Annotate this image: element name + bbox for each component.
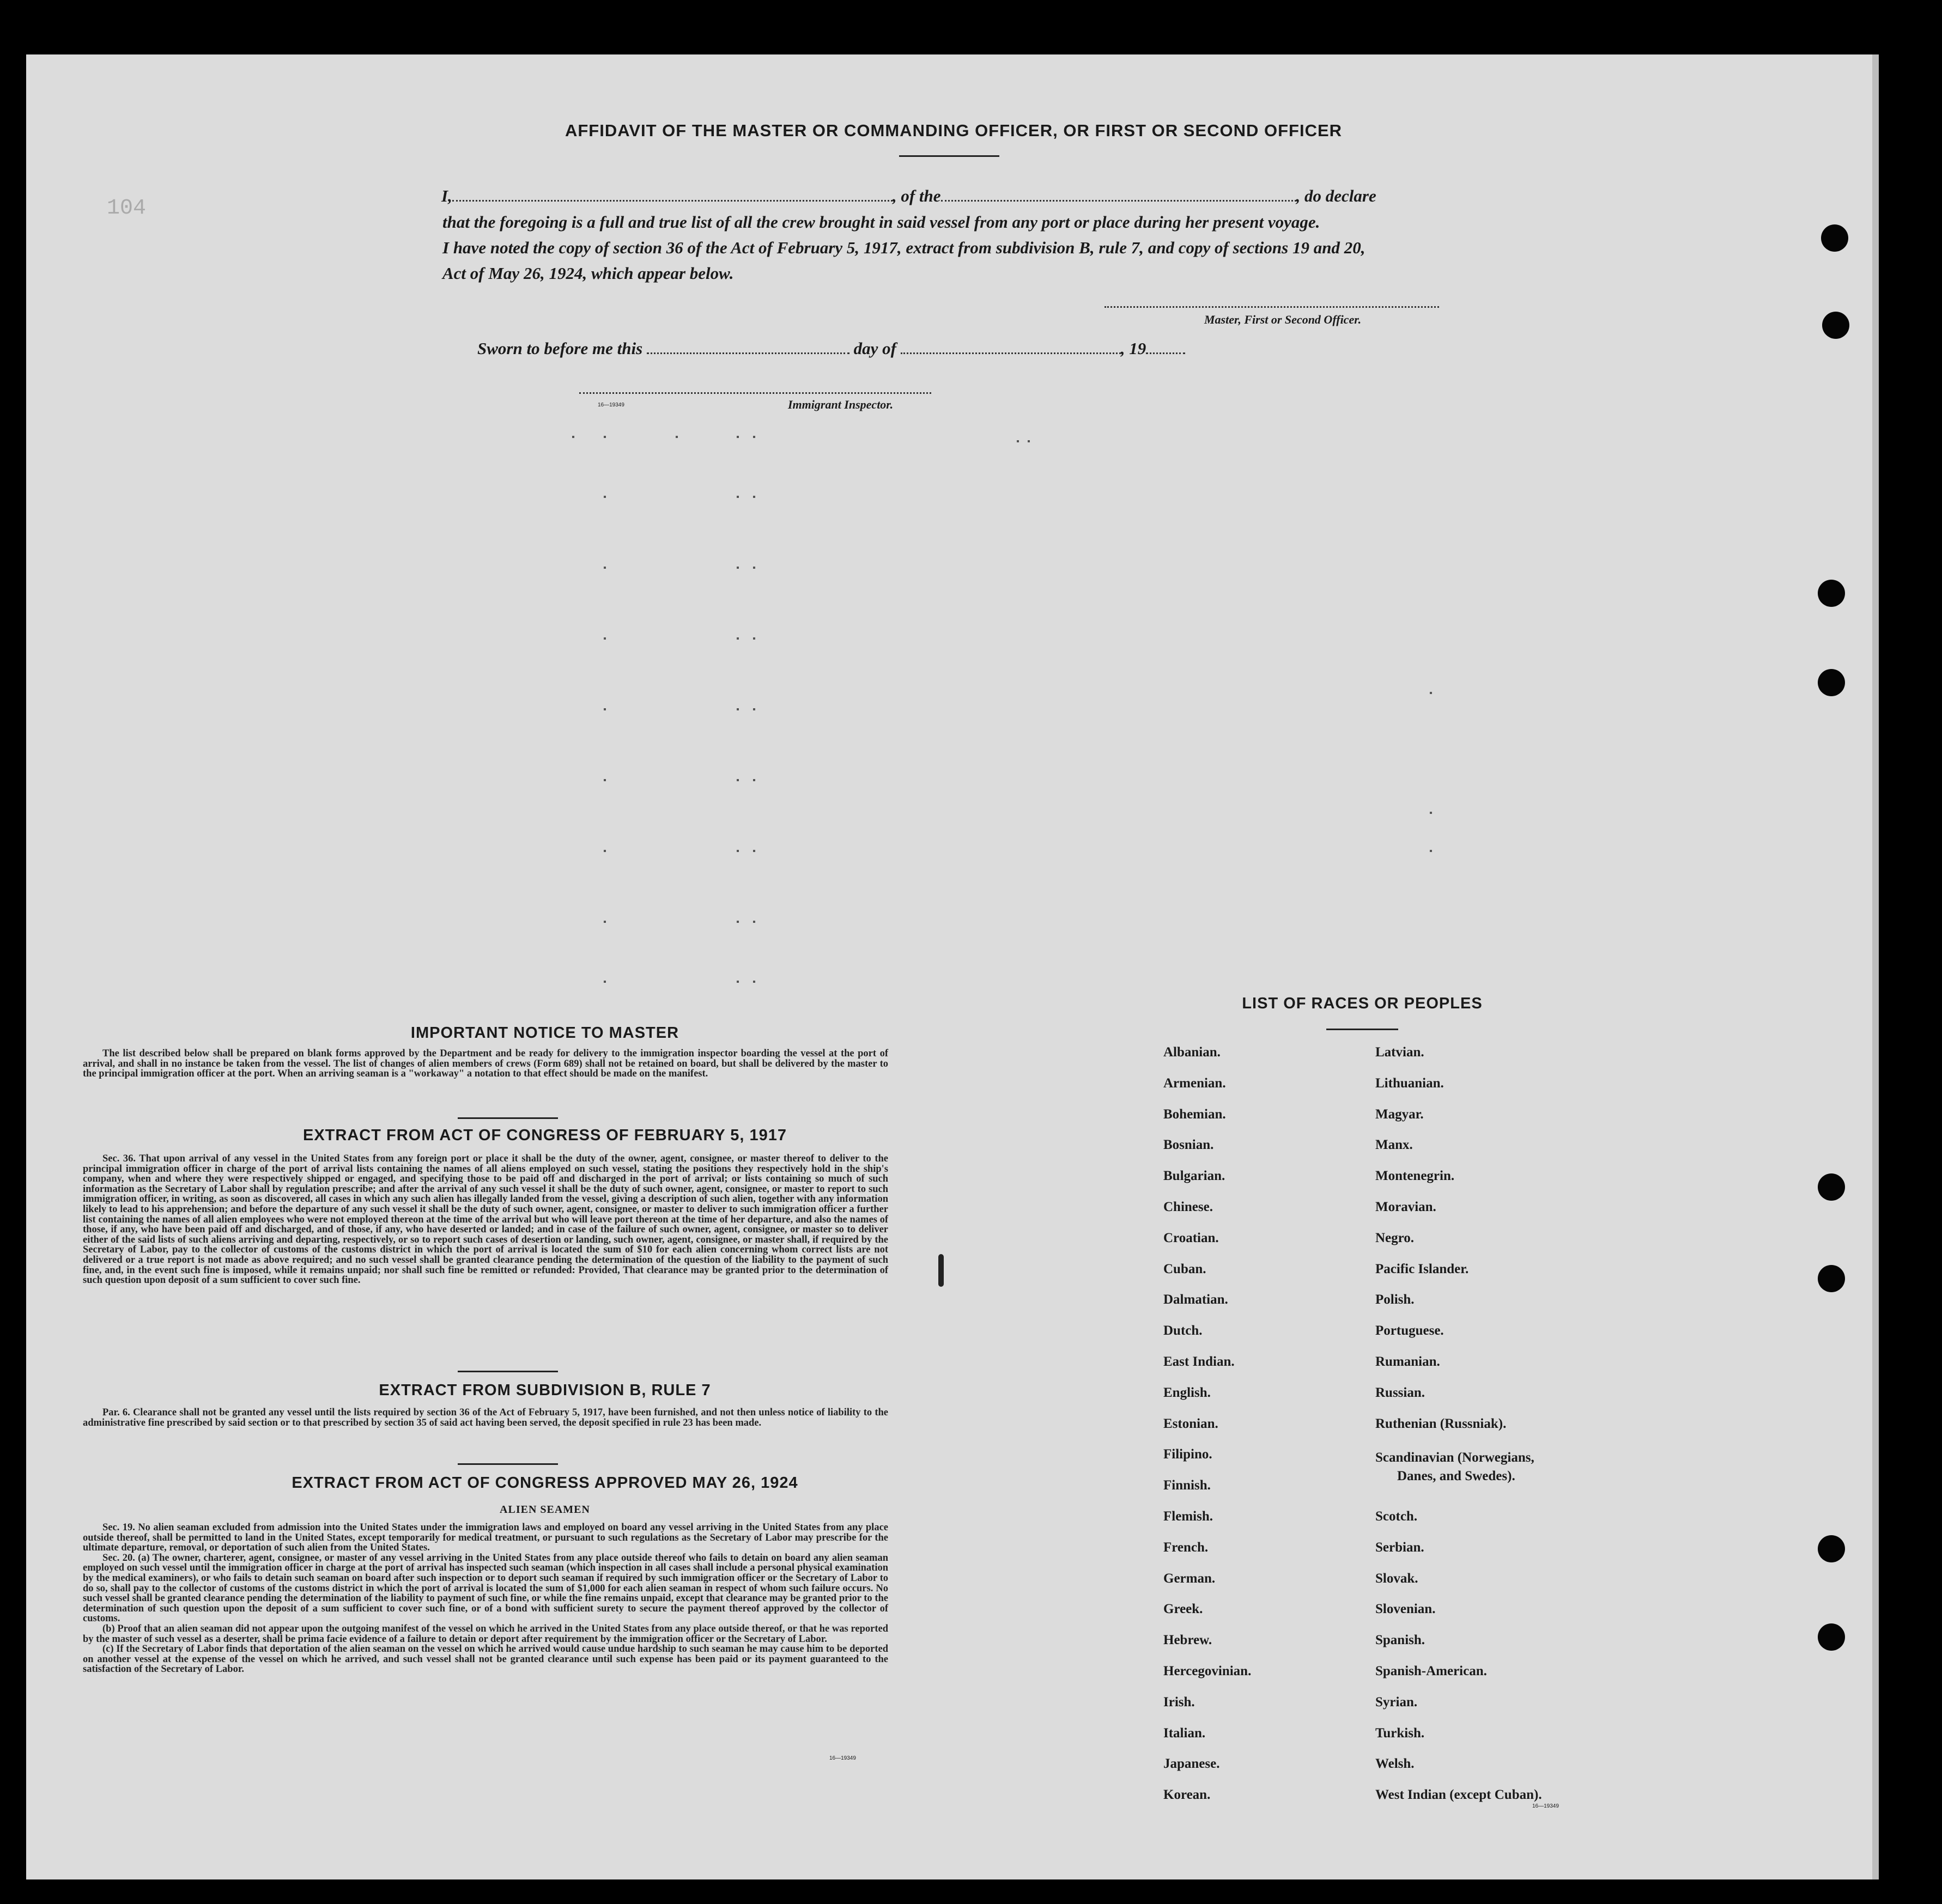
race-item: Albanian. [1163,1045,1221,1060]
race-item: Armenian. [1163,1075,1226,1091]
year-label: , 19 [1120,339,1146,358]
extract1-text [83,1154,888,1286]
race-item: Scandinavian (Norwegians, [1375,1450,1534,1465]
punch-hole [1818,1265,1845,1292]
form-code-bottom-left: 16—19349 [829,1755,856,1761]
race-item: Pacific Islander. [1375,1261,1469,1276]
races-left-column [1163,1045,1343,1818]
race-item: Bulgarian. [1163,1169,1225,1184]
notice-title: IMPORTANT NOTICE TO MASTER [410,1024,679,1042]
form-code-top: 16—19349 [598,402,624,408]
race-item: Hercegovinian. [1163,1663,1252,1678]
race-item: Manx. [1375,1137,1413,1153]
extract3-text [83,1523,888,1675]
race-item: Finnish. [1163,1478,1211,1493]
sworn-month-blank [901,342,1121,354]
race-item: Rumanian. [1375,1354,1440,1369]
race-item: Slovenian. [1375,1602,1436,1617]
race-item: Spanish. [1375,1633,1425,1648]
race-item: Turkish. [1375,1725,1425,1741]
name-blank [452,189,893,202]
punch-hole [1821,224,1848,252]
race-item: Syrian. [1375,1694,1418,1710]
race-item: East Indian. [1163,1354,1235,1369]
race-item: Lithuanian. [1375,1075,1444,1091]
punch-hole [1818,1623,1845,1651]
race-item: Bohemian. [1163,1106,1226,1122]
sec20c-paragraph: (c) If the Secretary of Labor finds that deportation of the alien seaman on the vessel on which he arrived would cause undue hardship to such seaman he may cause him to be deported on another vessel at the expense of the vessel on which he arrived, and such vessel shall not be granted clearance until such expense has been paid or its payment guaranteed to the satisfaction of the Secretary of Labor. [83,1644,888,1675]
race-item: Montenegrin. [1375,1169,1455,1184]
inspector-line [579,392,931,394]
race-item: Italian. [1163,1725,1206,1741]
punch-hole [1818,580,1845,607]
race-item: Hebrew. [1163,1633,1212,1648]
race-item: Korean. [1163,1787,1211,1803]
form-code-bottom-right: 16—19349 [1532,1803,1559,1809]
race-item: Negro. [1375,1230,1415,1245]
races-title: LIST OF RACES OR PEOPLES [1242,995,1483,1012]
signature-line [1104,306,1439,308]
race-item: Bosnian. [1163,1137,1214,1153]
race-item: Chinese. [1163,1199,1213,1214]
race-item: Russian. [1375,1385,1425,1400]
race-item: West Indian (except Cuban). [1375,1787,1542,1803]
punch-hole [1818,669,1845,696]
title-underline [899,155,999,157]
i-label: I, [441,186,452,205]
affidavit-line-2: that the foregoing is a full and true list of all the crew brought in said vessel from any port or place during her present voyage. [442,212,1320,232]
affidavit-line-1 [441,186,1466,206]
races-right-column [1375,1045,1659,1818]
notice-paragraph: The list described below shall be prepared on blank forms approved by the Department and be ready for delivery to the immigration inspector boarding the vessel at the port of arrival, and shall in no instance be taken from the vessel. The list of changes of alien members of crews (Form 689) shall not be retained on board, but shall be delivered by the master to the principal immigration officer at the port. When an arriving seaman is a "workaway" a notation to that effect should be made on the manifest. [83,1048,888,1080]
race-item: Moravian. [1375,1199,1436,1214]
race-item: Dalmatian. [1163,1292,1228,1307]
race-item: Portuguese. [1375,1323,1444,1339]
alien-seamen-subtitle: ALIEN SEAMEN [500,1504,590,1516]
race-item: Irish. [1163,1694,1195,1710]
punch-hole [1822,312,1849,339]
punch-hole [1818,1173,1845,1201]
year-blank [1146,342,1185,354]
race-item: German. [1163,1571,1216,1586]
signature-label: Master, First or Second Officer. [1204,313,1362,326]
sworn-day-blank [647,342,849,354]
extract2-text [83,1408,888,1428]
race-item: Danes, and Swedes). [1397,1469,1515,1484]
extract3-rule [458,1463,558,1465]
of-the-label: , of the [892,186,941,205]
race-item: Estonian. [1163,1416,1218,1431]
margin-mark: 104 [107,196,147,221]
race-item: English. [1163,1385,1211,1400]
sworn-line [477,339,1295,358]
extract1-title: EXTRACT FROM ACT OF CONGRESS OF FEBRUARY 5, 1917 [302,1127,787,1144]
race-item: French. [1163,1540,1209,1555]
do-declare-label: , do declare [1296,186,1376,205]
vessel-blank [941,189,1296,202]
par6-paragraph: Par. 6. Clearance shall not be granted any vessel until the lists required by section 36 of the Act of February 5, 1917, have been furnished, and not then unless notice of liability to the administrative fine prescribed by said section or to that prescribed by section 35 of said act having been served, the deposit specified in rule 23 has been made. [83,1407,888,1428]
race-item: Latvian. [1375,1045,1424,1060]
races-rule [1326,1029,1398,1030]
race-item: Scotch. [1375,1508,1418,1524]
race-item: Slovak. [1375,1571,1418,1586]
race-item: Ruthenian (Russniak). [1375,1416,1507,1431]
race-item: Spanish-American. [1375,1663,1487,1678]
day-of-label: day of [853,339,896,358]
race-item: Dutch. [1163,1323,1203,1339]
ink-mark [938,1254,944,1287]
race-item: Magyar. [1375,1106,1424,1122]
race-item: Croatian. [1163,1230,1219,1245]
page-edge [1872,54,1879,1879]
notice-text [83,1049,888,1079]
race-item: Serbian. [1375,1540,1424,1555]
race-item: Japanese. [1163,1756,1220,1772]
race-item: Filipino. [1163,1447,1212,1462]
race-item: Cuban. [1163,1261,1206,1276]
sec20b-paragraph: (b) Proof that an alien seaman did not appear upon the outgoing manifest of the vessel on which he arrived in the United States from any place outside thereof, or that he was reported by the master of such vessel as a deserter, shall be prima facie evidence of a failure to detain or deport after requirement by the immigration officer or the Secretary of Labor. [83,1623,888,1645]
extract2-title: EXTRACT FROM SUBDIVISION B, RULE 7 [379,1382,711,1399]
inspector-label: Immigrant Inspector. [788,398,894,411]
race-item: Greek. [1163,1602,1203,1617]
affidavit-line-4: Act of May 26, 1924, which appear below. [442,264,734,283]
affidavit-title: AFFIDAVIT OF THE MASTER OR COMMANDING OFFICER, OR FIRST OR SECOND OFFICER [565,121,1343,140]
punch-hole [1818,1535,1845,1562]
extract3-title: EXTRACT FROM ACT OF CONGRESS APPROVED MAY 26, 1924 [292,1474,798,1492]
sworn-label: Sworn to before me this [477,339,643,358]
sec36-paragraph: Sec. 36. That upon arrival of any vessel in the United States from any foreign port or place it shall be the duty of the owner, agent, consignee, or master thereof to deliver to the principal immigration officer in charge of the port of arrival lists containing the names of all aliens employed on such vessel, stating the positions they respectively hold in the ship's company, when and where they were respectively shipped or engaged, and specifying those to be paid off and discharged in the port of arrival; or lists containing so much of such information as the Secretary of Labor shall by regulation prescribe; and after the arrival of any such vessel it shall be the duty of such owner, agent, consignee, or master to report to such immigration officer, in writing, as soon as discovered, all cases in which any such alien has illegally landed from the vessel, giving a description of such alien, together with any information likely to lead to his apprehension; and before the departure of any such vessel it shall be the duty of such owner, agent, consignee, or master to deliver to such immigration officer a further list containing the names of all alien employees who were not employed thereon at the time of the arrival but who will leave port thereon at the time of her departure, and also the names of those, if any, who have been paid off and discharged, and of those, if any, who have deserted or landed; and in case of the failure of such owner, agent, consignee, or master so to deliver either of the said lists of such aliens arriving and departing, respectively, or so to report such cases of desertion or landing, such owner, agent, consignee, or master shall, if required by the Secretary of Labor, pay to the collector of customs of the customs district in which the port of arrival is located the sum of $10 for each alien concerning whom correct lists are not delivered or a true report is not made as above required; and no such vessel shall be granted clearance pending the determination of the question of the liability to the payment of such fine, and, in the event such fine is imposed, while it remains unpaid; nor shall such fine be remitted or refunded: Provided, That clearance may be granted prior to the determination of such question upon deposit of a sum sufficient to cover such fine. [83,1153,888,1286]
sec19-paragraph: Sec. 19. No alien seaman excluded from admission into the United States under the immigration laws and employed on board any vessel arriving in the United States from any place outside thereof, shall be permitted to land in the United States, except temporarily for medical treatment, or pursuant to such regulations as the Secretary of Labor may prescribe for the ultimate departure, removal, or deportation of such alien from the United States. [83,1522,888,1554]
race-item: Welsh. [1375,1756,1415,1772]
race-item: Flemish. [1163,1508,1213,1524]
race-item: Polish. [1375,1292,1415,1307]
extract2-rule [458,1371,558,1372]
sec20a-paragraph: Sec. 20. (a) The owner, charterer, agent, consignee, or master of any vessel arriving in the United States from any place outside thereof who fails to detain on board any alien seaman employed on such vessel until the immigration officer in charge at the port of arrival has inspected such seaman (which inspection in all cases shall include a personal physical examination by the medical examiners), or who fails to detain such seaman on board after such inspection or to deport such seaman if required by such immigration officer or the Secretary of Labor to do so, shall pay to the collector of customs of the customs district in which the port of arrival is located the sum of $1,000 for each alien seaman in respect of whom such failure occurs. No such vessel shall be granted clearance pending the determination of the liability to payment of such fine, or while the fine remains unpaid, except that clearance may be granted prior to the determination of such question upon the deposit of a sum sufficient to cover such fine, or of a bond with sufficient surety to secure the payment thereof approved by the collector of customs. [83,1552,888,1625]
extract1-rule [458,1117,558,1119]
affidavit-line-3: I have noted the copy of section 36 of the Act of February 5, 1917, extract from subdivision B, rule 7, and copy of sections 19 and 20, [442,238,1366,257]
